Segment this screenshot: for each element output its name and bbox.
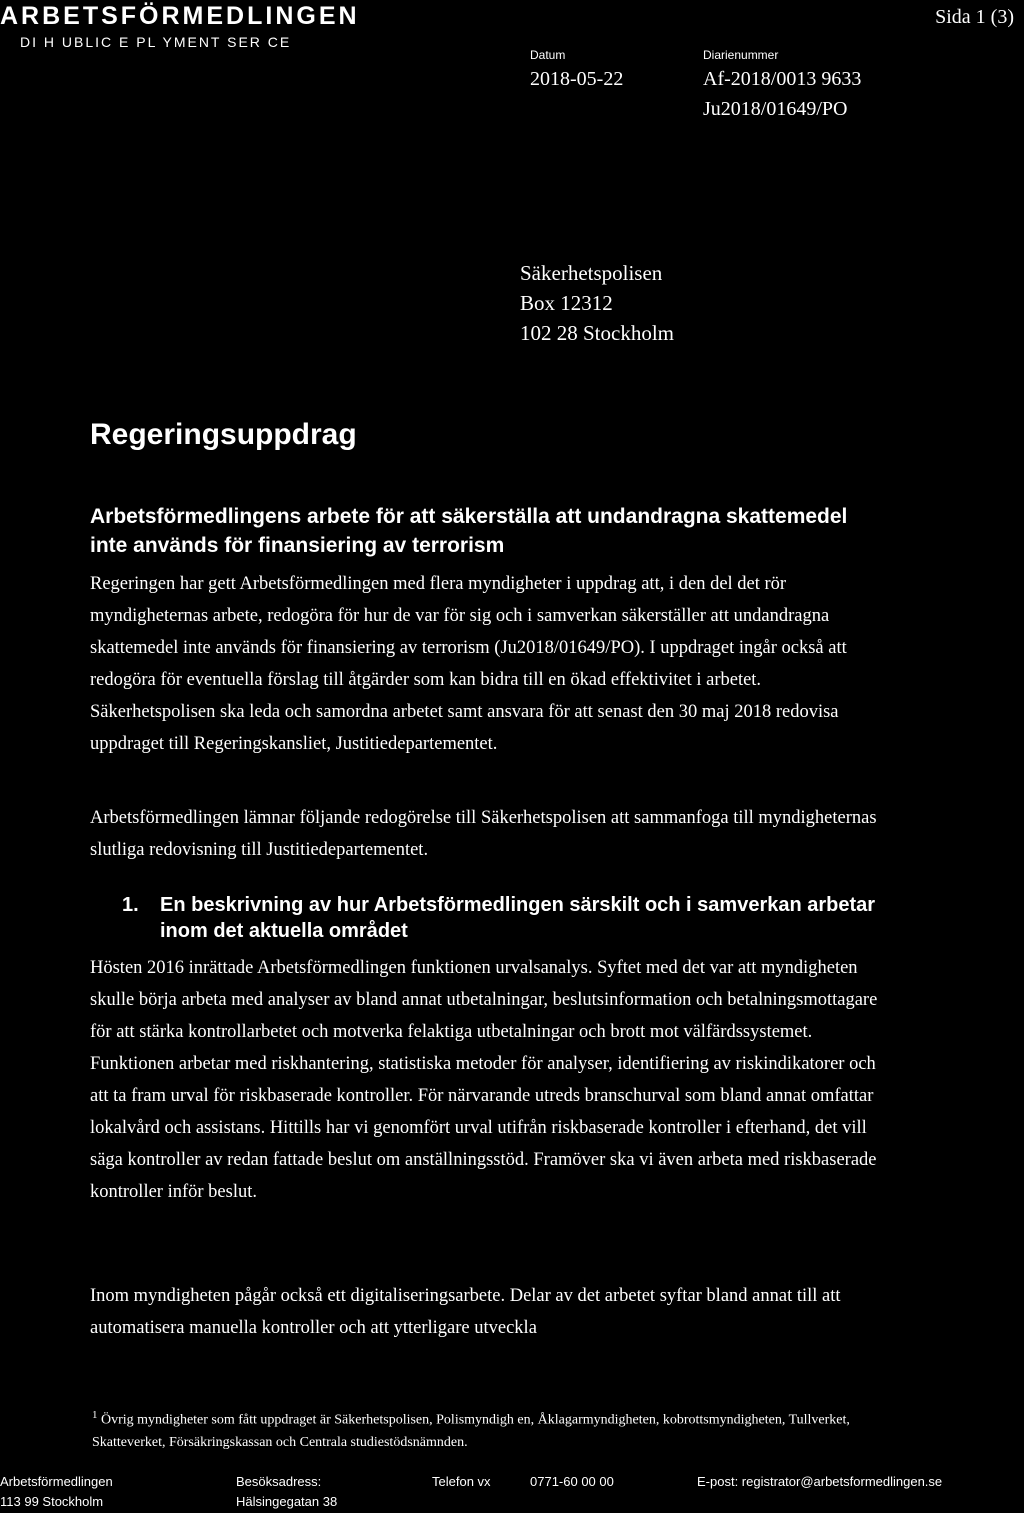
document-subtitle: Arbetsförmedlingens arbete för att säkerställa att undandragna skattemedel inte används för finansiering av terrorism — [90, 505, 848, 557]
recipient-line: Box 12312 — [520, 291, 613, 315]
recipient-line: Säkerhetspolisen — [520, 261, 663, 285]
reference-value-2: Ju2018/01649/PO — [703, 98, 848, 120]
footer-phone-label: Telefon vx — [432, 1474, 491, 1489]
section-paragraph: Hösten 2016 inrättade Arbetsförmedlingen funktionen urvalsanalys. Syftet med det var att myndigheten skulle börja arbeta med analyser av bland annat utbetalningar, beslutsinformation och betalningsmottagare för att stärka kontrollarbetet och motverka felaktiga utbetalningar och brott mot välfärdssystemet. Funktionen arbetar med riskhantering, statistiska metoder för analyser, identifiering av riskindikatorer och att ta fram urval för riskbaserade kontroller. För närvarande utreds branschurval som bland annat omfattar lokalvård och assistans. Hittills har vi genomfört urval utifrån riskbaserade kontroller i efterhand, det vill säga kontroller av redan fattade beslut om anställningsstöd. Framöver ska vi även arbeta med riskbaserade kontroller inför beslut. — [90, 958, 878, 1202]
footer-org-name: Arbetsförmedlingen — [0, 1474, 113, 1489]
section-paragraph-2: Inom myndigheten pågår också ett digitaliseringsarbete. Delar av det arbetet syftar bland annat till att automatisera manuella kontroller och att ytterligare utveckla — [90, 1286, 841, 1338]
footer-phone-value: 0771-60 00 00 — [530, 1474, 614, 1489]
footer-org-address: 113 99 Stockholm — [0, 1494, 104, 1509]
page-number: Sida 1 (3) — [935, 6, 1014, 28]
intro-paragraph: Regeringen har gett Arbetsförmedlingen med flera myndigheter i uppdrag att, i den del det rör myndigheternas arbete, redogöra för hur de var för sig och i samverkan säkerställer att undandragna skattemedel inte används för finansiering av terrorism (Ju2018/01649/PO). I uppdraget ingår också att redogöra för eventuella förslag till åtgärder som kan bidra till en ökad effektivitet i arbetet. Säkerhetspolisen ska leda och samordna arbetet samt ansvara för att senast den 30 maj 2018 redovisa uppdraget till Regeringskansliet, Justitiedepartementet. — [90, 574, 847, 754]
recipient-address — [520, 258, 674, 348]
date-value: 2018-05-22 — [530, 68, 624, 90]
footnote — [92, 1404, 912, 1454]
reference-label: Diarienummer — [703, 48, 779, 62]
footer-org — [0, 1472, 113, 1512]
logo-title: ARBETSFÖRMEDLINGEN — [0, 2, 360, 30]
footer-visit-label: Besöksadress: — [236, 1474, 322, 1489]
footer-visit-address: Hälsingegatan 38 — [236, 1494, 338, 1509]
document-title: Regeringsuppdrag — [90, 418, 357, 451]
intro-paragraph-2: Arbetsförmedlingen lämnar följande redogörelse till Säkerhetspolisen att sammanfoga till myndigheternas slutliga redovisning till Justitiedepartementet. — [90, 808, 877, 860]
recipient-line: 102 28 Stockholm — [520, 321, 675, 345]
logo-subtitle: DI H UBLIC E PL YMENT SER CE — [20, 34, 292, 50]
date-label: Datum — [530, 48, 566, 62]
footnote-marker: 1 — [92, 1409, 98, 1421]
reference-value-1: Af-2018/0013 9633 — [703, 68, 862, 90]
section-heading-text: En beskrivning av hur Arbetsförmedlingen särskilt och i samverkan arbetar inom det aktuella området — [160, 894, 876, 942]
footnote-text: Övrig myndigheter som fått uppdraget är Säkerhetspolisen, Polismyndigh en, Åklagarmyndigheten, kobrottsmyndigheten, Tullverket, Skatteverket, Försäkringskassan och Centrala studiestödsnämnden. — [92, 1412, 850, 1450]
footer-email[interactable]: E-post: registrator@arbetsformedlingen.se — [697, 1474, 943, 1489]
section-number: 1. — [122, 894, 139, 916]
footer-visit — [236, 1472, 337, 1512]
